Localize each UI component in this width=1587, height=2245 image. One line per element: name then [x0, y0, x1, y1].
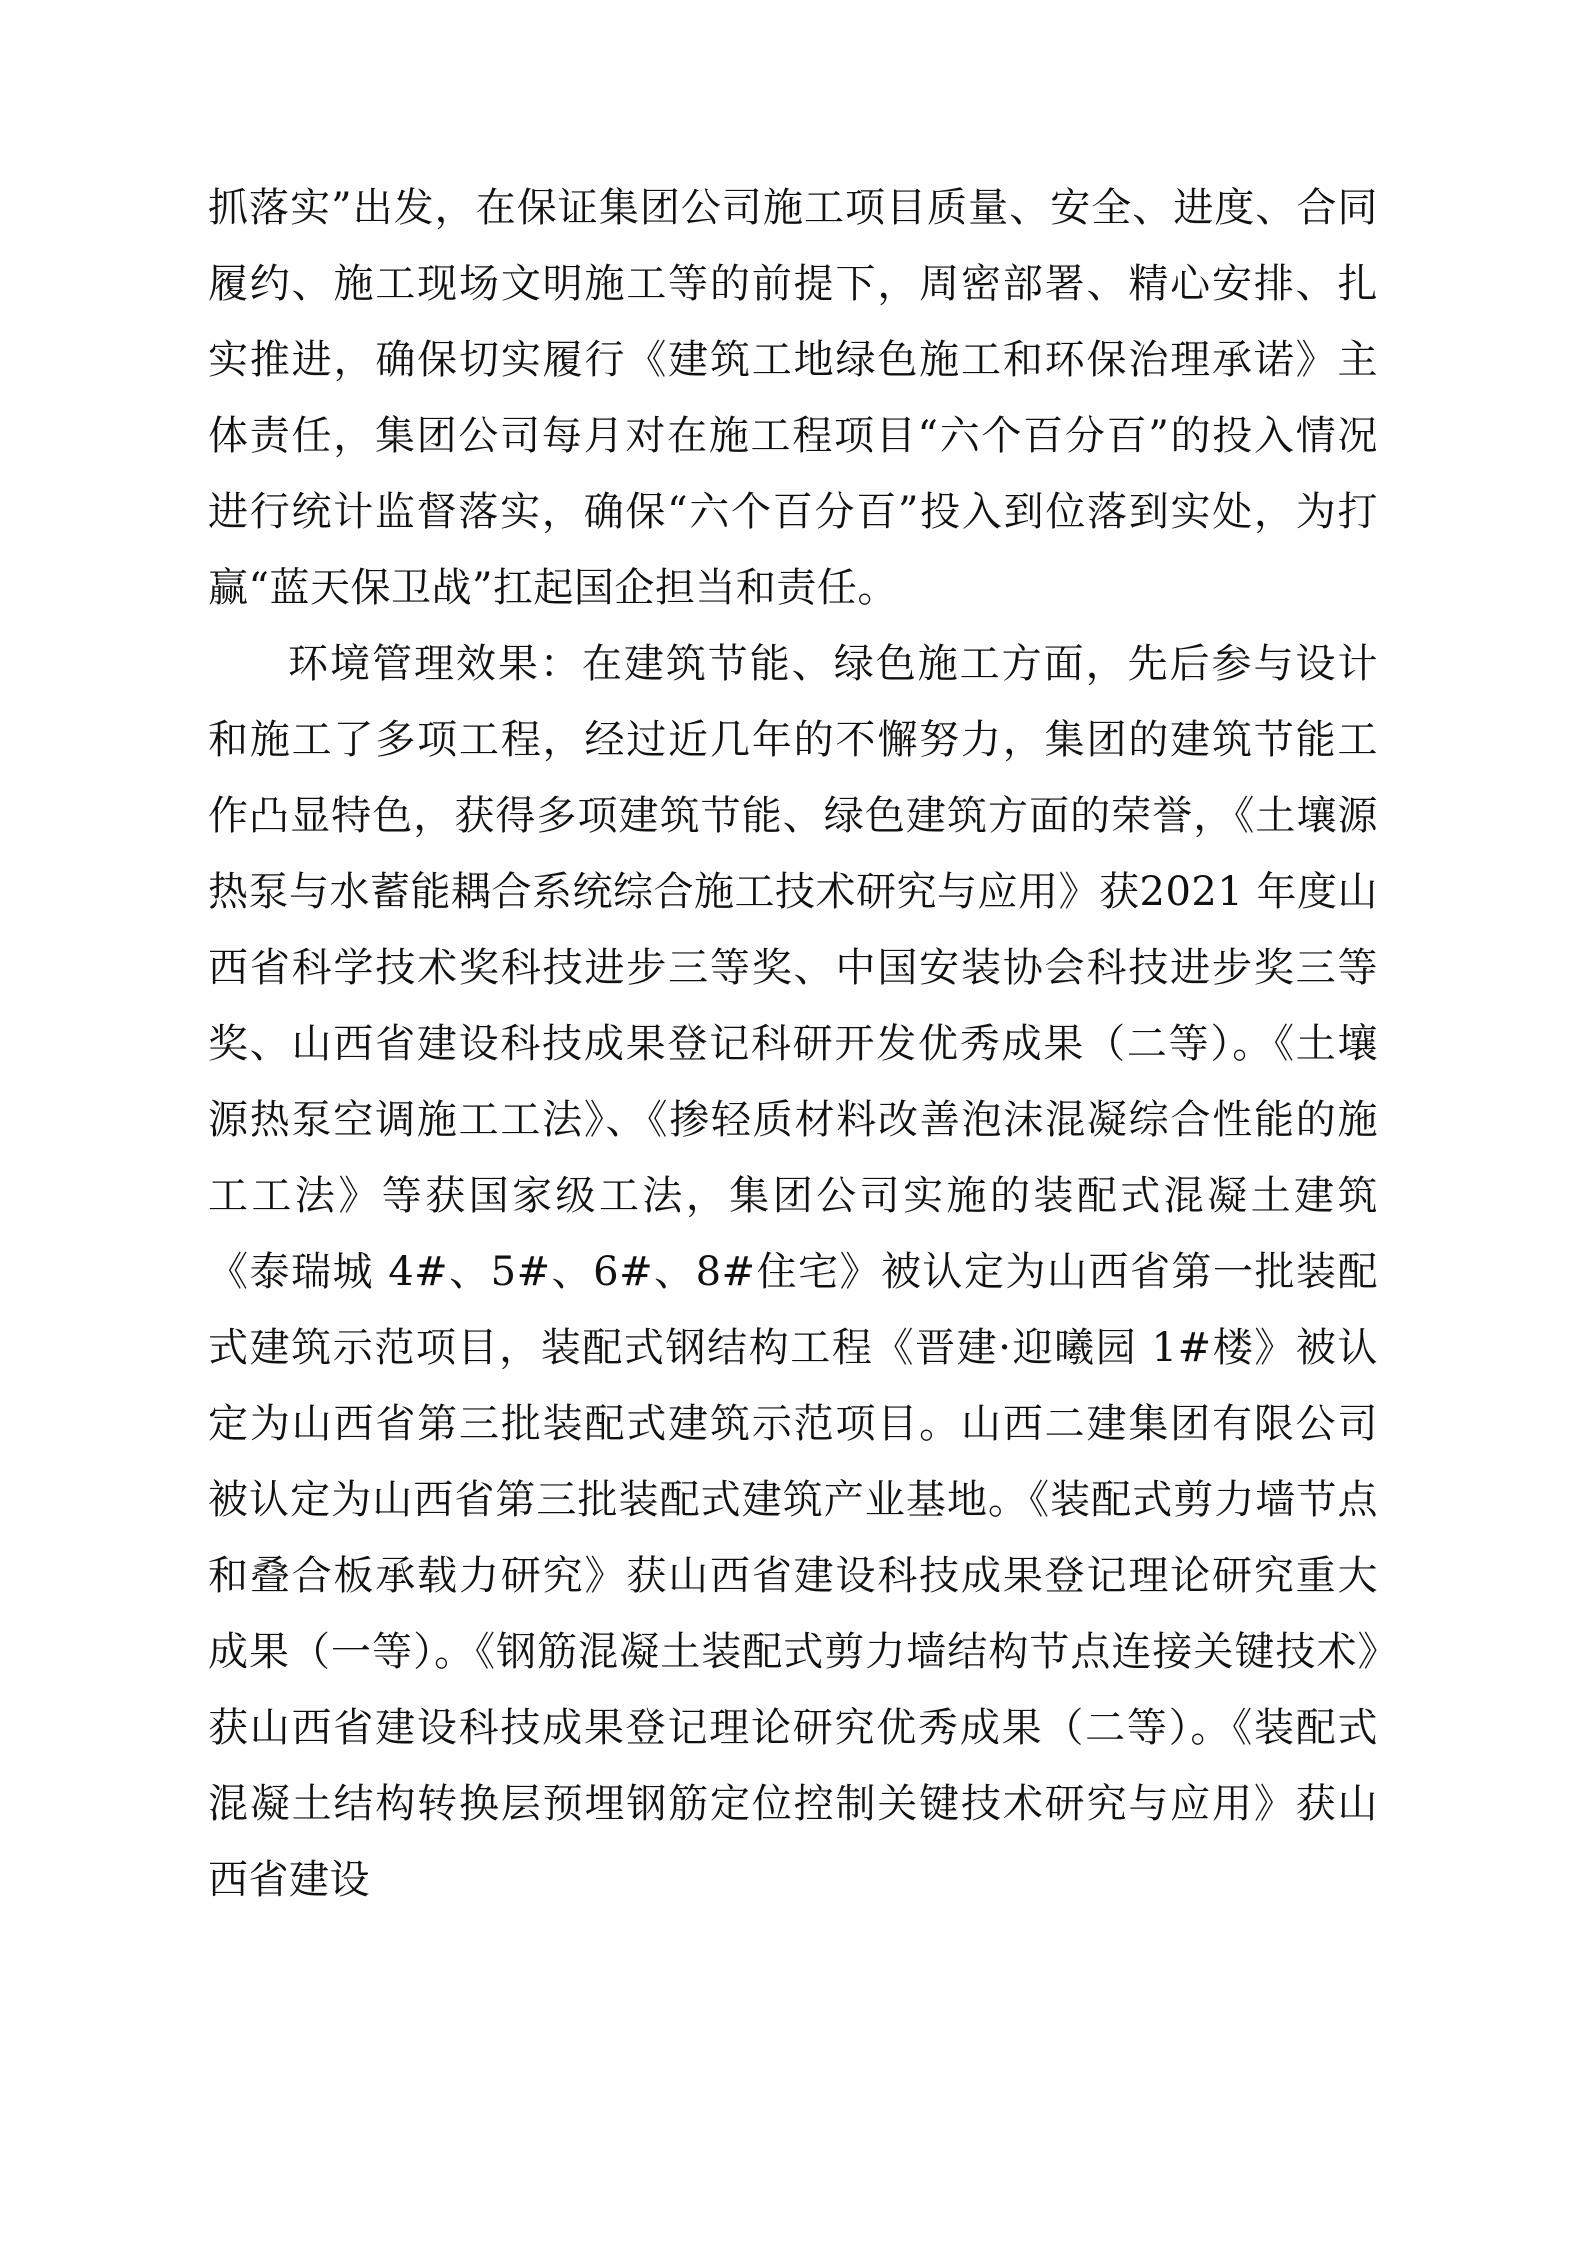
- document-body: [208, 170, 1378, 1918]
- paragraph-2: 环境管理效果：在建筑节能、绿色施工方面，先后参与设计和施工了多项工程，经过近几年的不懈努力，集团的建筑节能工作凸显特色，获得多项建筑节能、绿色建筑方面的荣誉，《土壤源热泵与水蓄能耦合系统综合施工技术研究与应用》获2021 年度山西省科学技术奖科技进步三等奖、中国安装协会科技进步奖三等奖、山西省建设科技成果登记科研开发优秀成果（二等）。《土壤源热泵空调施工工法》、《掺轻质材料改善泡沫混凝综合性能的施工工法》等获国家级工法，集团公司实施的装配式混凝土建筑《泰瑞城 4#、5#、6#、8#住宅》被认定为山西省第一批装配式建筑示范项目，装配式钢结构工程《晋建·迎曦园 1#楼》被认定为山西省第三批装配式建筑示范项目。山西二建集团有限公司被认定为山西省第三批装配式建筑产业基地。《装配式剪力墙节点和叠合板承载力研究》获山西省建设科技成果登记理论研究重大成果（一等）。《钢筋混凝土装配式剪力墙结构节点连接关键技术》获山西省建设科技成果登记理论研究优秀成果（二等）。《装配式混凝土结构转换层预埋钢筋定位控制关键技术研究与应用》获山西省建设: [208, 641, 1379, 1903]
- paragraph-1: 抓落实”出发，在保证集团公司施工项目质量、安全、进度、合同履约、施工现场文明施工等的前提下，周密部署、精心安排、扎实推进，确保切实履行《建筑工地绿色施工和环保治理承诺》主体责任，集团公司每月对在施工程项目“六个百分百”的投入情况进行统计监督落实，确保“六个百分百”投入到位落到实处，为打赢“蓝天保卫战”扛起国企担当和责任。: [208, 185, 1378, 611]
